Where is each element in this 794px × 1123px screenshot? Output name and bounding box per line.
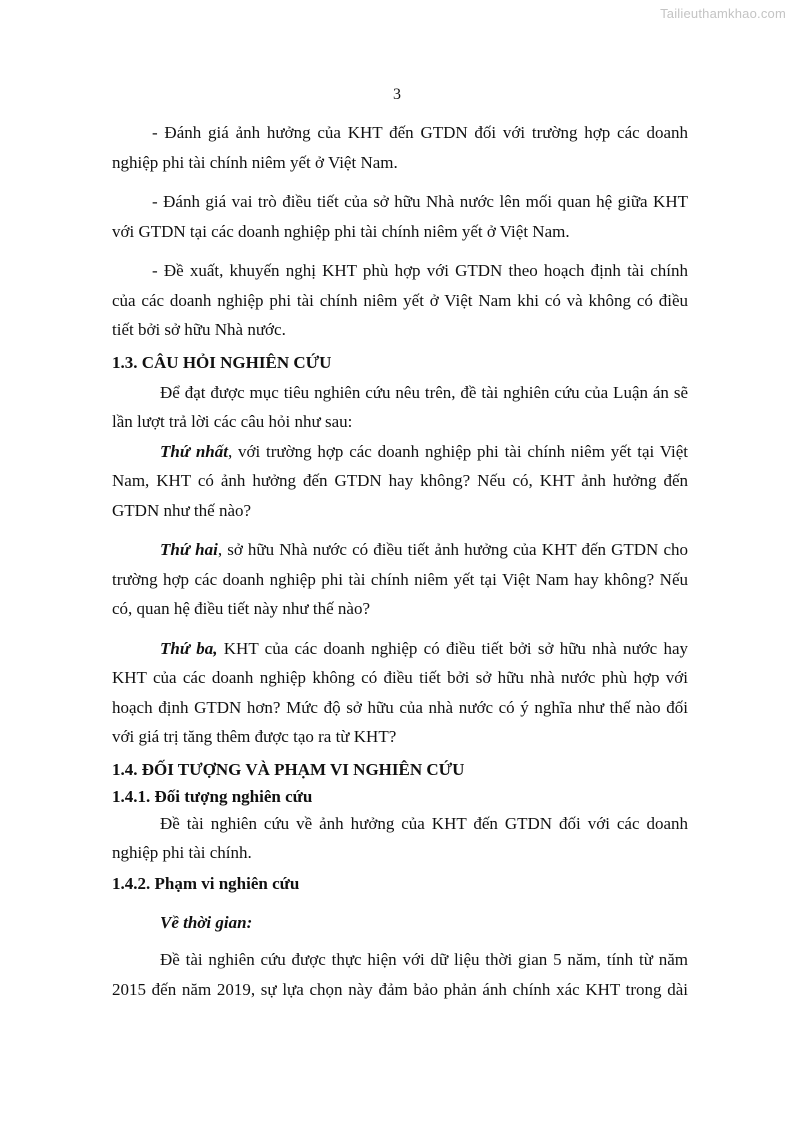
question-text: KHT của các doanh nghiệp có điều tiết bởi sở hữu nhà nước hay [217,638,689,658]
bullet-item [112,118,688,177]
subsection-heading-1-4-1: 1.4.1. Đối tượng nghiên cứu [112,786,313,806]
paragraph-line: Đề tài nghiên cứu về ảnh hưởng của KHT đến GTDN đối với các doanh [160,813,688,833]
question-lead: Thứ ba, [160,638,218,658]
section-heading-1-4: 1.4. ĐỐI TƯỢNG VÀ PHẠM VI NGHIÊN CỨU [112,759,465,779]
watermark: Tailieuthamkhao.com [660,6,786,21]
section-heading-1-3: 1.3. CÂU HỎI NGHIÊN CỨU [112,352,332,372]
time-scope-label: Về thời gian: [160,912,253,932]
bullet-item [112,256,688,345]
paragraph-line: 2015 đến năm 2019, sự lựa chọn này đảm bảo phản ánh chính xác KHT trong dài [112,979,688,999]
question-2 [112,535,688,624]
paragraph-line: trường hợp các doanh nghiệp phi tài chính niêm yết tại Việt Nam hay không? Nếu [112,569,688,589]
time-paragraph [112,945,688,1004]
paragraph-line: có, quan hệ điều tiết này như thế nào? [112,599,370,618]
object-paragraph [112,809,688,868]
question-lead: Thứ nhất [160,441,228,461]
bullet-line: tiết bởi sở hữu Nhà nước. [112,320,286,339]
paragraph-line: nghiệp phi tài chính. [112,843,252,862]
bullet-line: - Đánh giá ảnh hưởng của KHT đến GTDN đối với trường hợp các doanh [152,123,688,142]
question-text: , với trường hợp các doanh nghiệp phi tài chính niêm yết tại Việt [227,441,689,461]
paragraph-line: Để đạt được mục tiêu nghiên cứu nêu trên, đề tài nghiên cứu của Luận án sẽ [160,382,688,402]
question-1 [112,437,688,526]
paragraph-line: GTDN như thế nào? [112,500,252,520]
bullet-line: của các doanh nghiệp phi tài chính niêm yết ở Việt Nam khi có và không có điều [112,290,688,310]
question-3 [112,634,688,752]
intro-paragraph [112,378,688,437]
bullet-line: nghiệp phi tài chính niêm yết ở Việt Nam. [112,152,398,172]
paragraph-line: Đề tài nghiên cứu được thực hiện với dữ liệu thời gian 5 năm, tính từ năm [160,950,688,969]
paragraph-line [112,634,688,664]
question-lead: Thứ hai [160,540,218,559]
paragraph-line: KHT của các doanh nghiệp không có điều tiết bởi sở hữu nhà nước phù hợp với [112,668,688,687]
paragraph-line [112,535,688,565]
page-content [112,118,688,1004]
paragraph-line: với giá trị tăng thêm được tạo ra từ KHT? [112,727,397,746]
paragraph-line: lần lượt trả lời các câu hỏi như sau: [112,412,353,431]
question-text: , sở hữu Nhà nước có điều tiết ảnh hưởng của KHT đến GTDN cho [217,540,688,559]
bullet-line: với GTDN tại các doanh nghiệp phi tài chính niêm yết ở Việt Nam. [112,221,570,241]
bullet-line: - Đề xuất, khuyến nghị KHT phù hợp với GTDN theo hoạch định tài chính [152,261,688,280]
page-number: 3 [393,86,401,103]
paragraph-line: hoạch định GTDN hơn? Mức độ sở hữu của nhà nước có ý nghĩa như thế nào đối [112,697,688,717]
paragraph-line: Nam, KHT có ảnh hưởng đến GTDN hay không? Nếu có, KHT ảnh hưởng đến [112,471,688,490]
bullet-line: - Đánh giá vai trò điều tiết của sở hữu Nhà nước lên mối quan hệ giữa KHT [152,192,688,211]
paragraph-line [112,437,688,467]
subsection-heading-1-4-2: 1.4.2. Phạm vi nghiên cứu [112,873,300,893]
bullet-item [112,187,688,246]
